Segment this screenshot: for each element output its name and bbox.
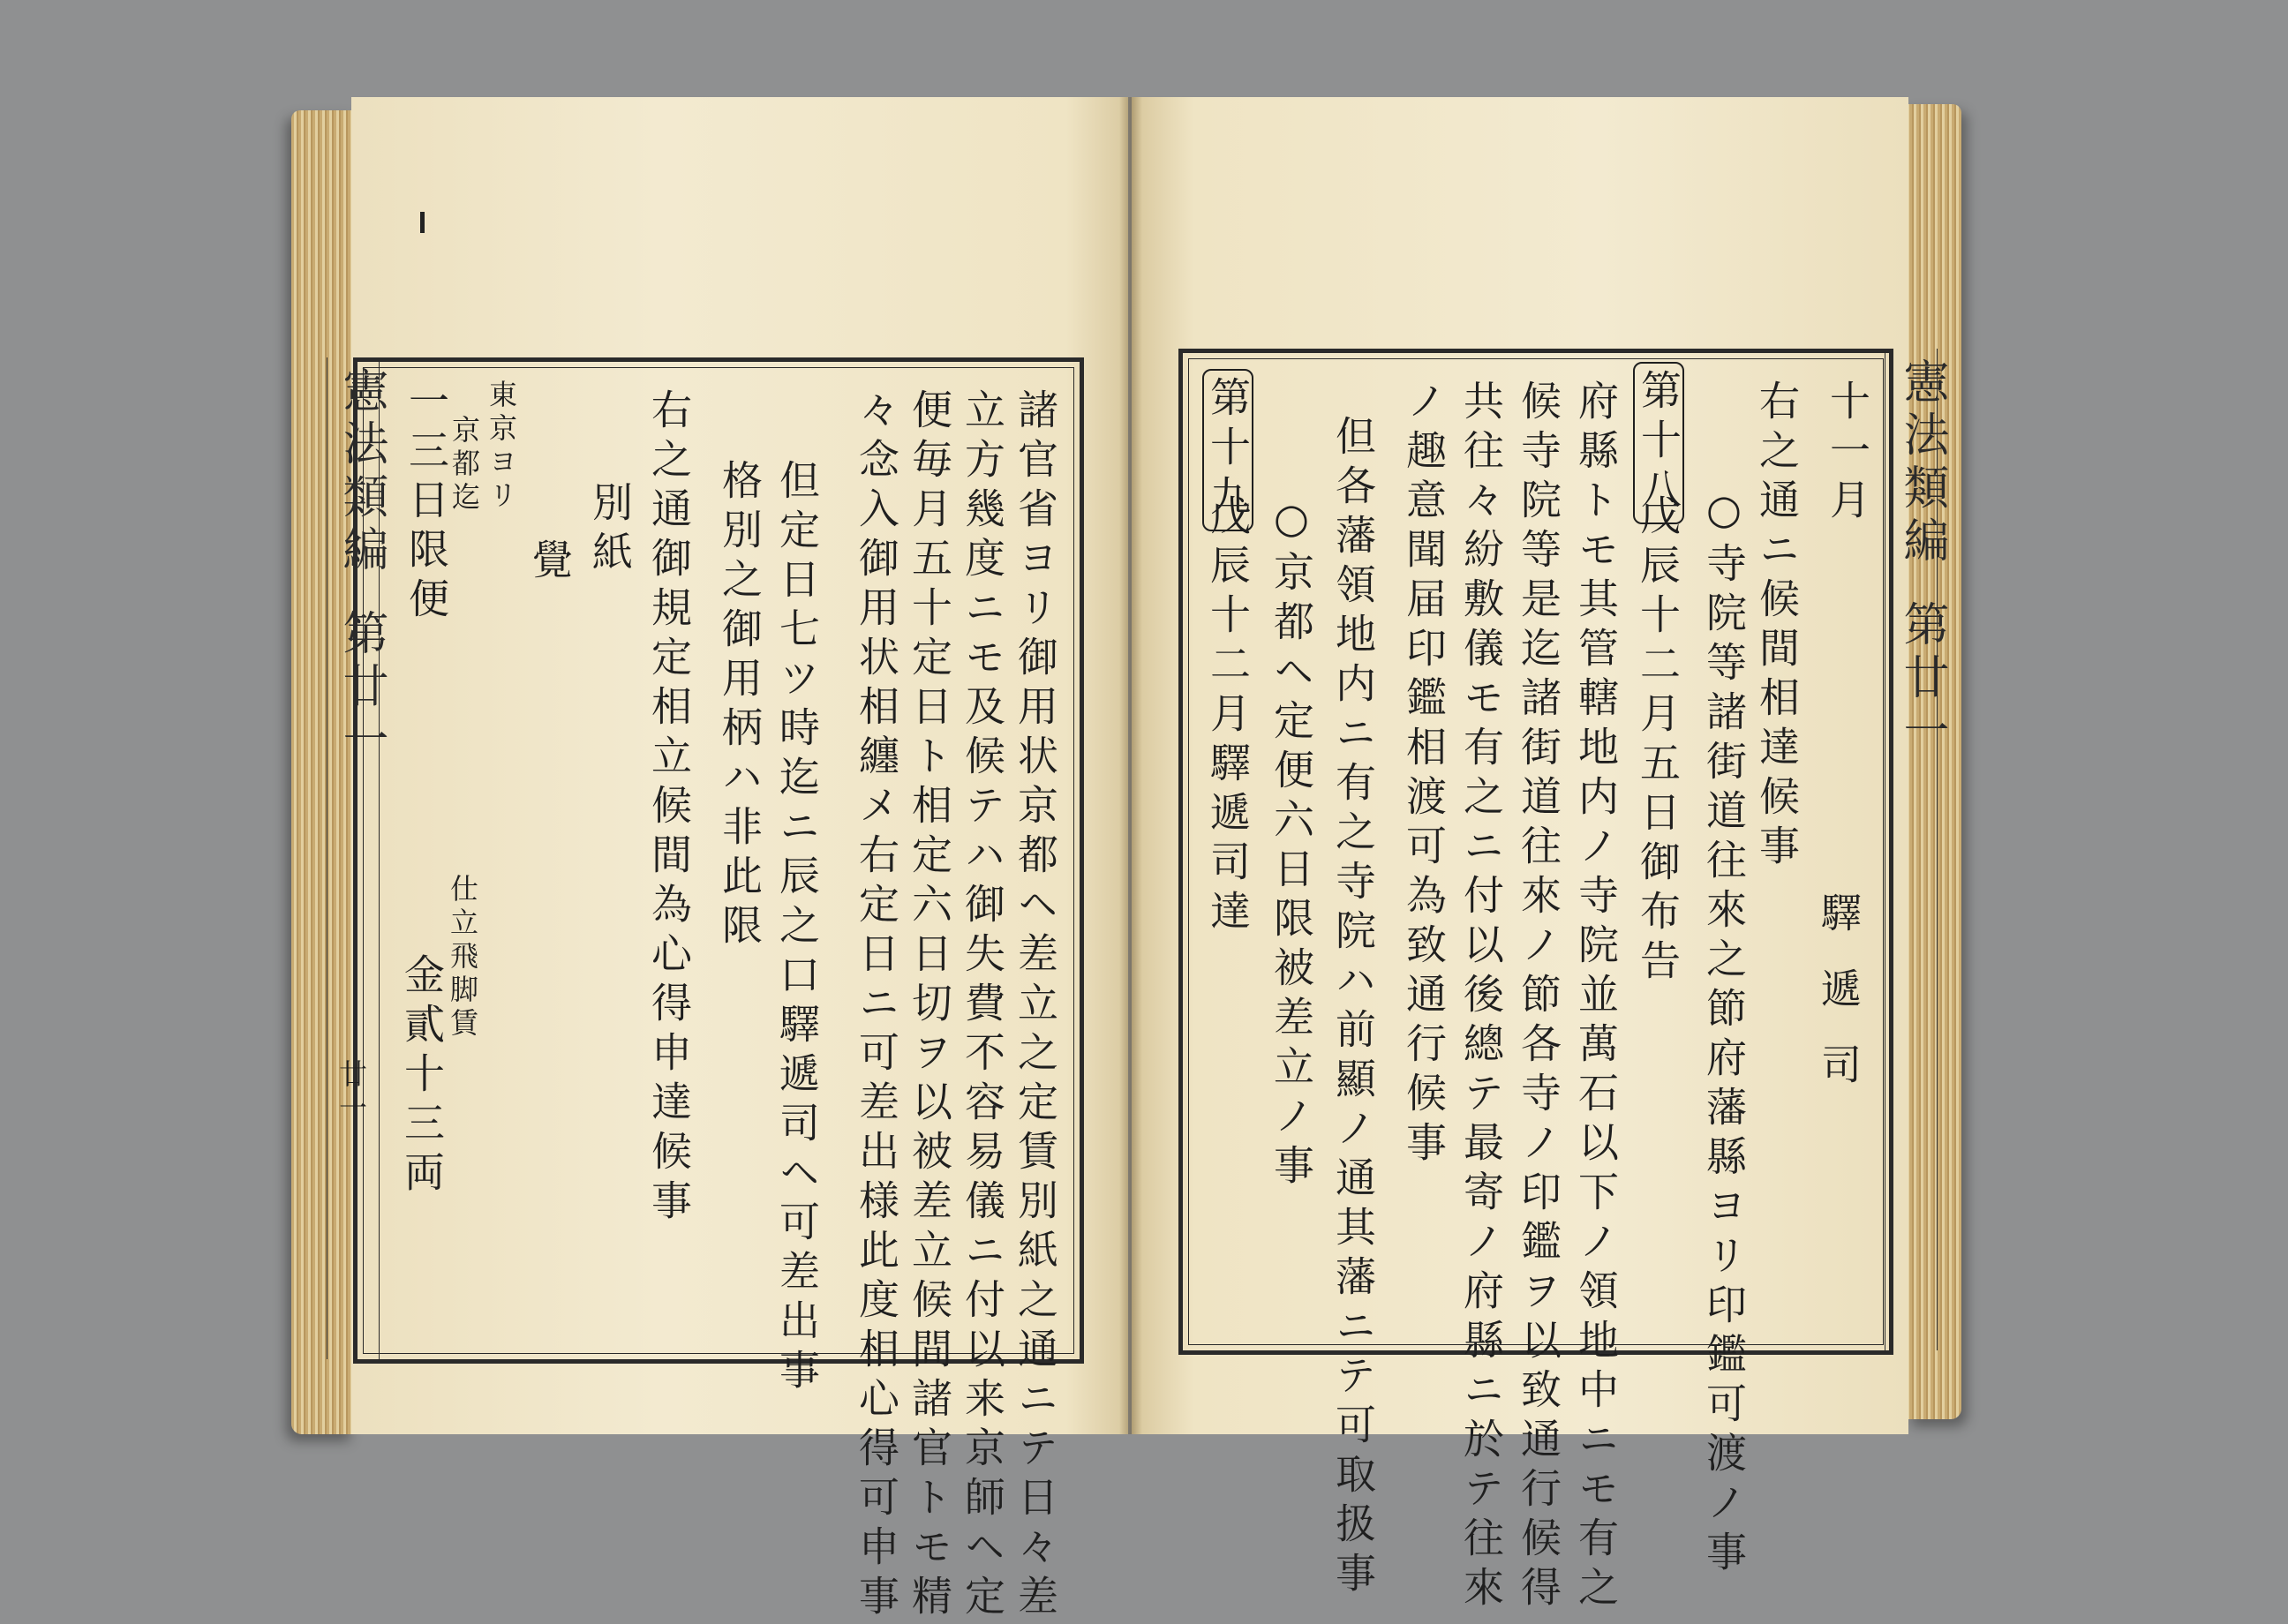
right-col-12: ○京都ヘ定便六日限被差立ノ事 (1268, 494, 1315, 1193)
right-col-14: 戊辰十二月驛遞司達 (1204, 494, 1252, 939)
right-col-6: 戊辰十二月五日御布告 (1634, 494, 1682, 989)
left-col-4: 々念入御用状相纏メ右定日ニ可差出様此度相心得可申事 (853, 388, 900, 1624)
left-col-7: 右之通御規定相立候間為心得申達候事 (645, 388, 693, 1229)
right-col-10: ノ趣意聞届印鑑相渡可為致通行候事 (1400, 380, 1448, 1170)
right-col-3: 右之通ニ候間相達候事 (1753, 380, 1801, 874)
right-col-7: 府縣トモ其管轄地内ノ寺院並萬石以下ノ領地中ニモ有之 (1572, 380, 1620, 1615)
left-col-12: 一三日限便 (403, 380, 450, 627)
left-col-2: 立方幾度ニモ及候テハ御失費不容易儀ニ付以来京師ヘ定 (959, 388, 1006, 1624)
left-col-10: 東京ヨリ (485, 380, 518, 514)
right-col-9: 共往々紛敷儀モ有之ニ付以後總テ最寄ノ府縣ニ於テ往來 (1457, 380, 1505, 1615)
left-col-9: 覺 (526, 538, 574, 588)
right-col-1: 十一月 (1824, 380, 1871, 528)
left-page-number: 廿一 (335, 1059, 368, 1126)
ink-mark (420, 212, 425, 233)
left-side-volume: 第廿一 (335, 609, 388, 768)
book-gutter (1119, 97, 1142, 1434)
left-col-13: 仕立飛脚賃 (446, 874, 479, 1041)
right-col-4: ○寺院等諸街道往來之節府藩縣ヨリ印鑑可渡ノ事 (1700, 485, 1748, 1580)
left-col-8: 別紙 (586, 481, 634, 580)
right-col-2: 驛遞司 (1815, 891, 1863, 1119)
right-col-5: 第十八 (1633, 362, 1684, 524)
right-side-title: 憲法類編 (1895, 357, 1948, 569)
left-col-5: 但定日七ツ時迄ニ辰之口驛遞司ヘ可差出事 (773, 459, 821, 1398)
right-side-volume: 第廿一 (1895, 600, 1948, 759)
right-col-8: 候寺院等是迄諸街道往來ノ節各寺ノ印鑑ヲ以致通行候得 (1515, 380, 1562, 1615)
right-col-11: 但各藩領地内ニ有之寺院ハ前顯ノ通其藩ニテ可取扱事 (1329, 415, 1377, 1601)
left-col-11: 京都迄 (448, 415, 481, 515)
left-col-3: 便毎月五十定日ト相定六日切ヲ以被差立候間諸官トモ精 (906, 388, 953, 1624)
left-col-14: 金貳十三両 (398, 953, 446, 1200)
left-col-6: 格別之御用柄ハ非此限 (716, 459, 764, 953)
left-side-title: 憲法類編 (335, 366, 388, 578)
left-col-1: 諸官省ヨリ御用状京都ヘ差立之定賃別紙之通ニテ日々差 (1012, 388, 1059, 1624)
right-col-13: 第十九 (1202, 369, 1253, 531)
